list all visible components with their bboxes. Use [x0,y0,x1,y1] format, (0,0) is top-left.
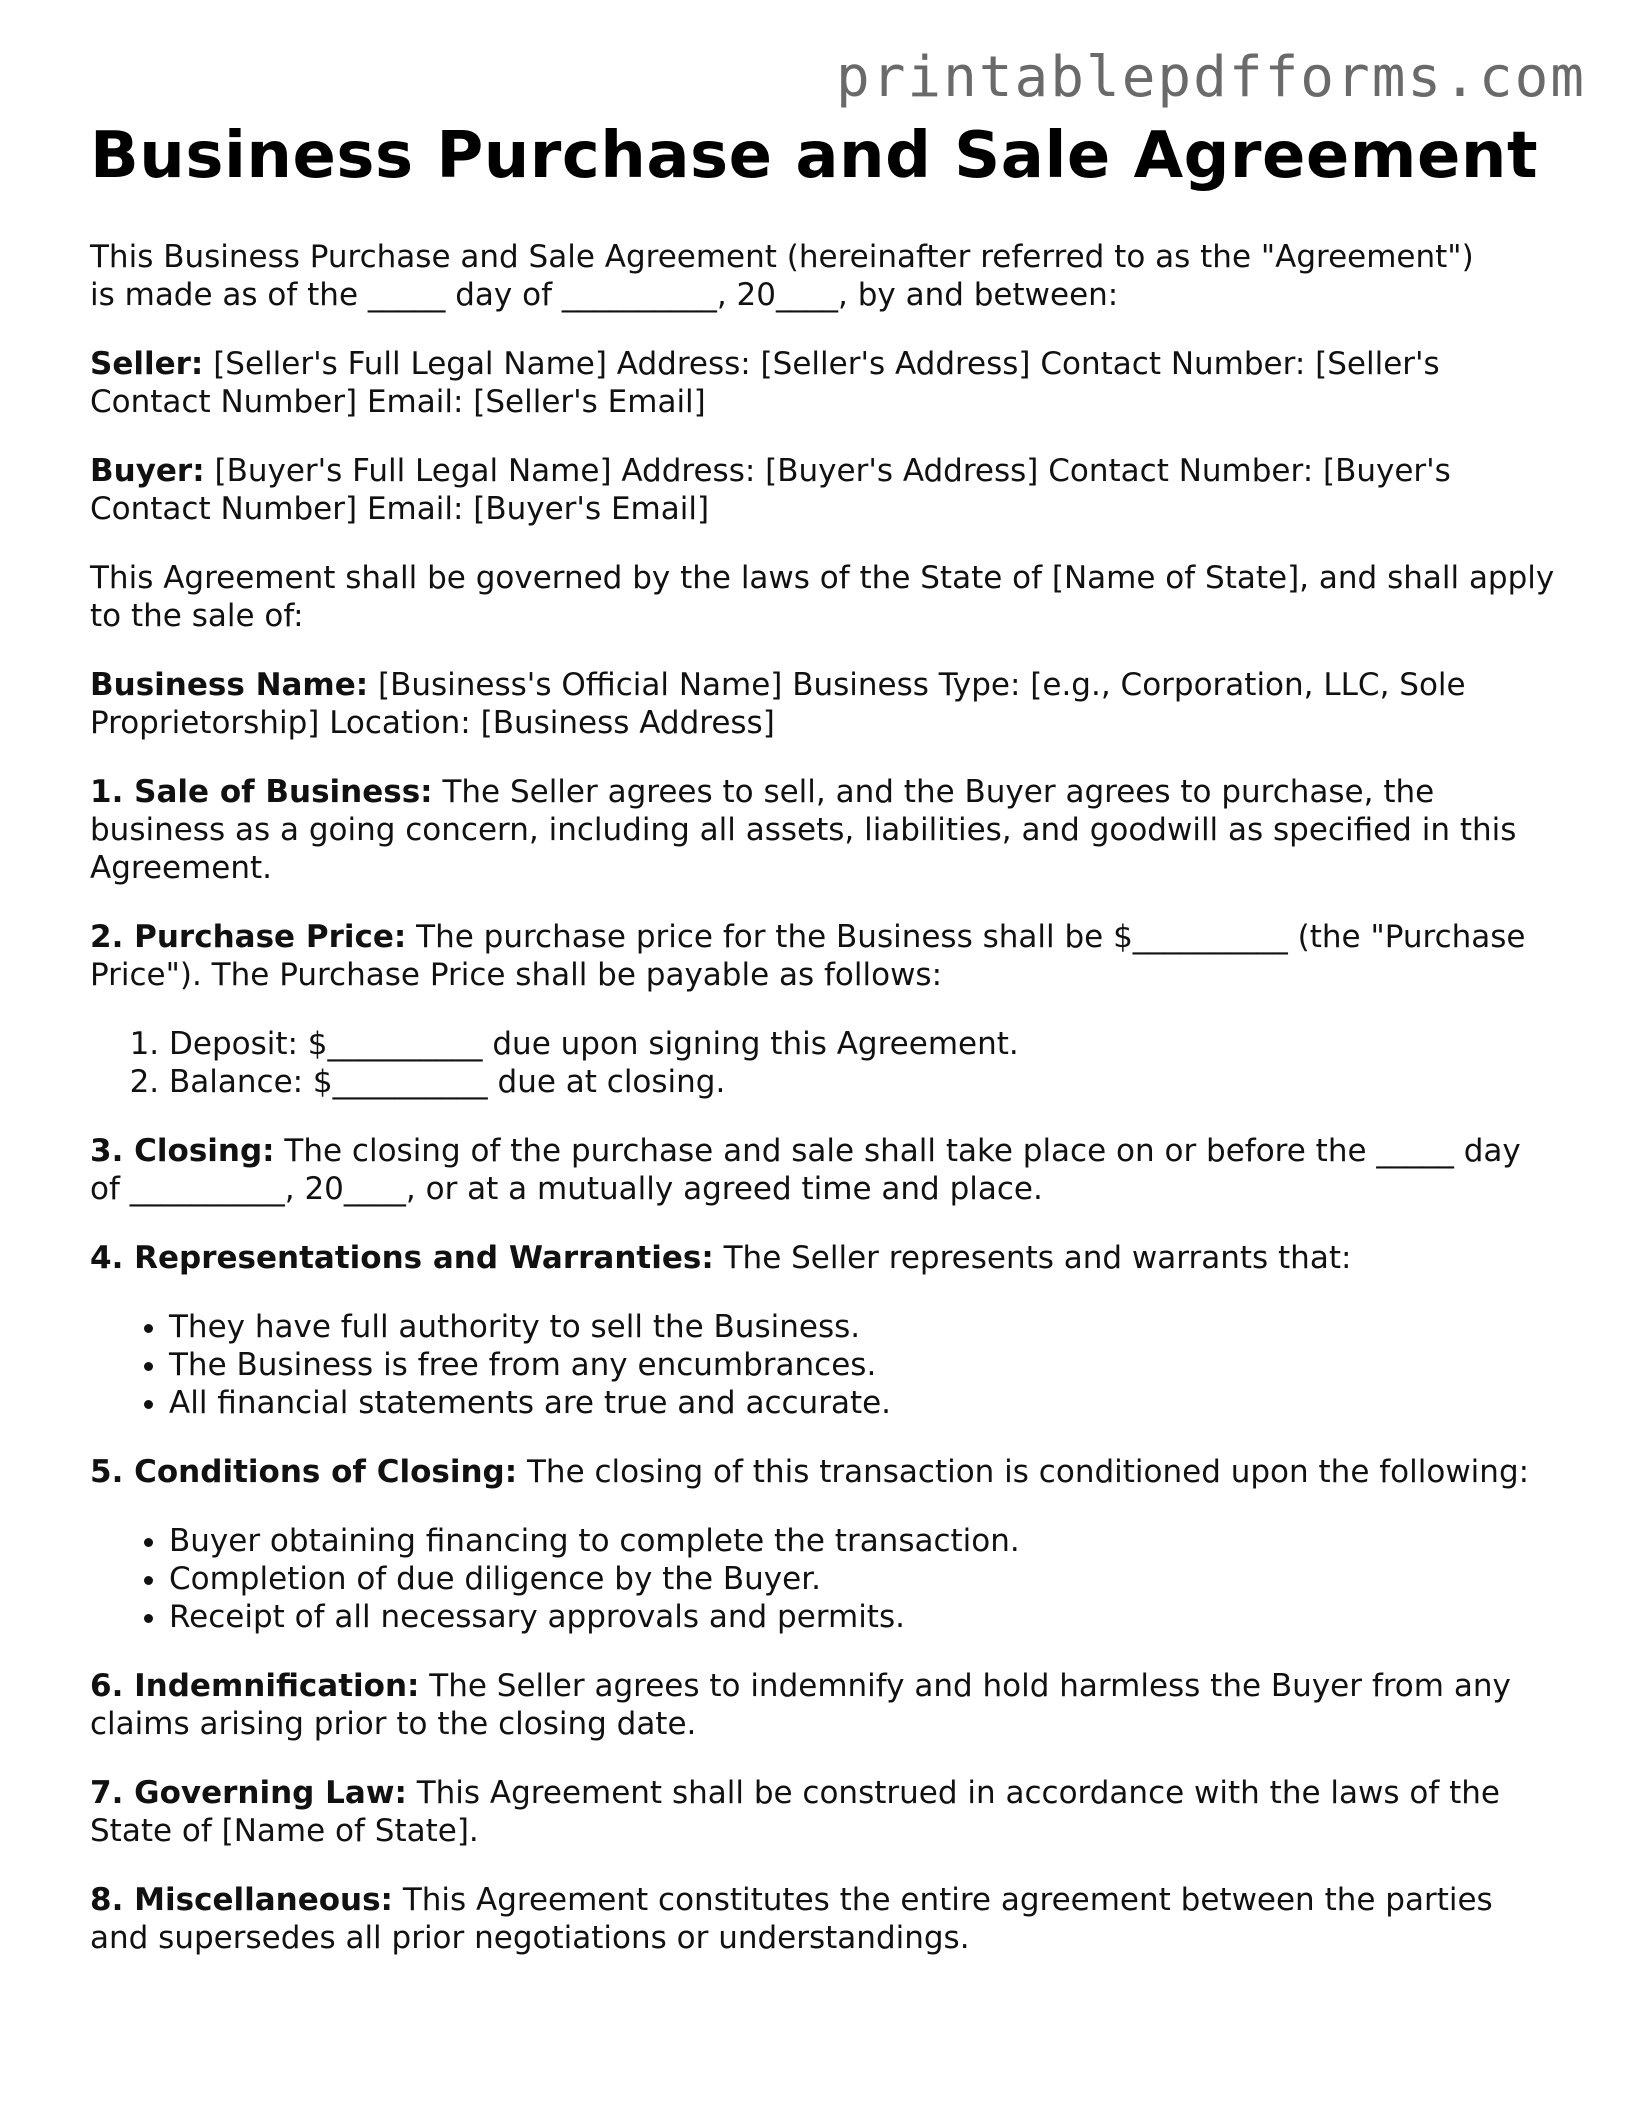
section-text: This Agreement constitutes the entire agreement between the parties and supersedes all prior negotiations or understandings. [90,1881,1493,1956]
section-text: The Seller agrees to sell, and the Buyer agrees to purchase, the business as a going concern, including all assets, liabilities, and goodwill as specified in this Agreement. [90,773,1517,886]
intro-paragraph [90,238,1560,314]
section-governing-law [90,1774,1560,1850]
governing-intro: This Agreement shall be governed by the laws of the State of [Name of State], and shall apply to the sale of: [90,559,1555,634]
intro-line-2: is made as of the _____ day of __________, 20____, by and between: [90,276,1119,313]
document-page [90,120,1560,1988]
list-item: • Completion of due diligence by the Buyer. [169,1560,1560,1598]
business-text: [Business's Official Name] Business Type: [e.g., Corporation, LLC, Sole Proprietorship] Location: [Business Address] [90,666,1466,741]
section-indemnification [90,1667,1560,1743]
section-representations [90,1239,1560,1277]
section-sale-of-business [90,773,1560,887]
list-item: • They have full authority to sell the Business. [169,1308,1560,1346]
list-item: • The Business is free from any encumbrances. [169,1346,1560,1384]
buyer-paragraph [90,452,1560,528]
section-purchase-price [90,918,1560,994]
list-item: • Receipt of all necessary approvals and permits. [169,1598,1560,1636]
business-paragraph [90,666,1560,742]
payment-terms-list [90,1025,1560,1101]
section-heading: 8. Miscellaneous: [90,1881,393,1918]
section-conditions-of-closing [90,1453,1560,1491]
section-heading: 4. Representations and Warranties: [90,1239,714,1276]
section-heading: 6. Indemnification: [90,1667,420,1704]
section-closing [90,1132,1560,1208]
section-heading: 1. Sale of Business: [90,773,433,810]
section-text: The Seller represents and warrants that: [723,1239,1352,1276]
section-text: The closing of the purchase and sale shall take place on or before the _____ day of __________, 20____, or at a mutually agreed time and place. [90,1132,1521,1207]
section-text: The Seller agrees to indemnify and hold harmless the Buyer from any claims arising prior to the closing date. [90,1667,1511,1742]
seller-paragraph [90,345,1560,421]
section-heading: 5. Conditions of Closing: [90,1453,518,1490]
watermark: printablepdfforms.com [835,45,1586,110]
section-text: The purchase price for the Business shall be $__________ (the "Purchase Price"). The Purchase Price shall be payable as follows: [90,918,1526,993]
business-label: Business Name: [90,666,369,703]
list-item: • Buyer obtaining financing to complete the transaction. [169,1522,1560,1560]
seller-text: [Seller's Full Legal Name] Address: [Seller's Address] Contact Number: [Seller's Contact Number] Email: [Seller's Email] [90,345,1440,420]
list-item: 2. Balance: $__________ due at closing. [169,1063,1560,1101]
buyer-text: [Buyer's Full Legal Name] Address: [Buyer's Address] Contact Number: [Buyer's Contact Number] Email: [Buyer's Email] [90,452,1451,527]
buyer-label: Buyer: [90,452,205,489]
section-heading: 3. Closing: [90,1132,275,1169]
section-text: The closing of this transaction is conditioned upon the following: [526,1453,1530,1490]
page-title: Business Purchase and Sale Agreement [90,119,1539,193]
section-heading: 2. Purchase Price: [90,918,407,955]
seller-label: Seller: [90,345,204,382]
intro-line-1: This Business Purchase and Sale Agreement (hereinafter referred to as the "Agreement") [90,238,1474,275]
list-item: • All financial statements are true and accurate. [169,1384,1560,1422]
section-heading: 7. Governing Law: [90,1774,407,1811]
section-text: This Agreement shall be construed in accordance with the laws of the State of [Name of State]. [90,1774,1500,1849]
warranties-list [90,1308,1560,1422]
section-miscellaneous [90,1881,1560,1957]
conditions-list [90,1522,1560,1636]
list-item: 1. Deposit: $__________ due upon signing this Agreement. [169,1025,1560,1063]
